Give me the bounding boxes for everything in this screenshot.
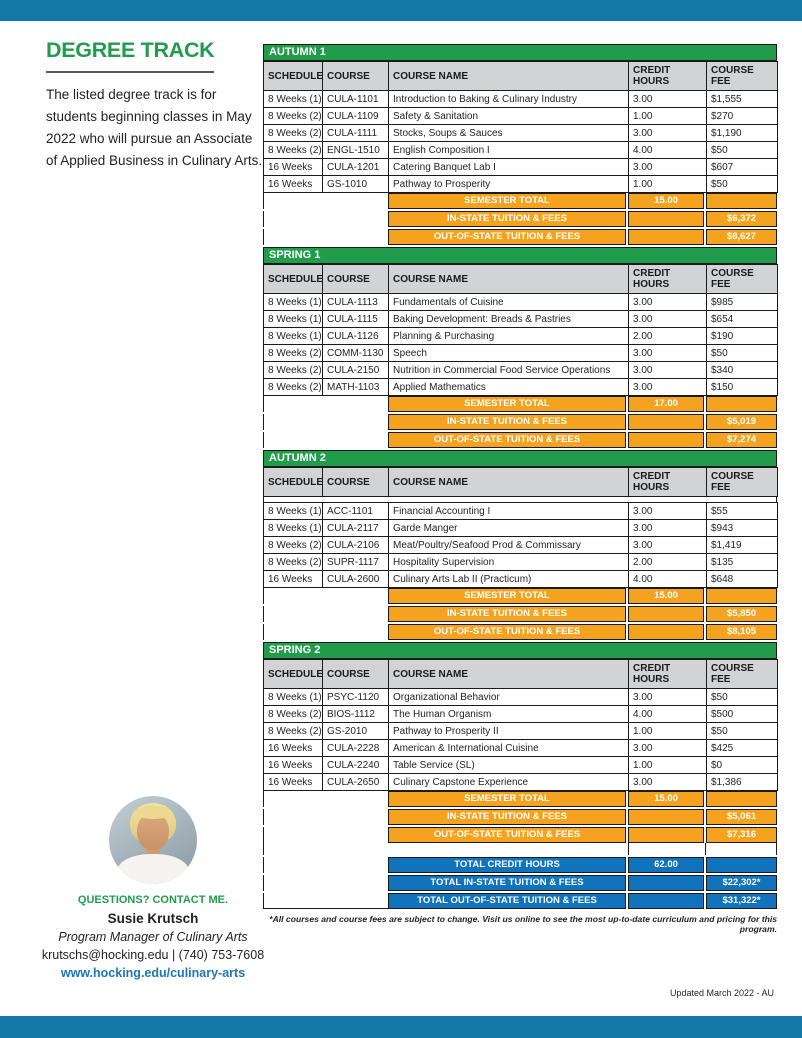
cell-course-fee: $1,386 [707,774,778,791]
cell-schedule: 8 Weeks (2) [264,379,323,396]
cell-course-name: Culinary Arts Lab II (Practicum) [389,571,629,588]
total-credit-hours: 15.00 [628,791,704,807]
cell-course: SUPR-1117 [323,554,389,571]
cell-credit-hours: 1.00 [629,723,707,740]
total-row [263,229,777,245]
total-row [263,211,777,227]
sidebar [46,38,266,172]
cell-credit-hours: 3.00 [629,125,707,142]
column-header-row [264,660,778,689]
total-label: IN-STATE TUITION & FEES [388,809,626,825]
semester-header-spring-1: SPRING 1 [263,247,777,264]
cell-course: GS-1010 [323,176,389,193]
total-fee [706,588,777,604]
cell-schedule: 8 Weeks (1) [264,503,323,520]
cell-schedule: 8 Weeks (1) [264,294,323,311]
course-row [264,740,778,757]
contact-heading: QUESTIONS? CONTACT ME. [77,894,229,906]
total-row [263,414,777,430]
cell-schedule: 8 Weeks (1) [264,91,323,108]
cell-credit-hours: 3.00 [629,379,707,396]
course-row [264,379,778,396]
cell-course-name: Planning & Purchasing [389,328,629,345]
total-label: OUT-OF-STATE TUITION & FEES [388,624,626,640]
course-row [264,554,778,571]
cell-course-fee: $500 [707,706,778,723]
cell-course-name: Financial Accounting I [389,503,629,520]
cell-course: CULA-2150 [323,362,389,379]
cell-schedule: 16 Weeks [264,757,323,774]
cell-course-fee: $607 [707,159,778,176]
course-row [264,706,778,723]
cell-course-fee: $270 [707,108,778,125]
column-header-course-fee: COURSE FEE [707,660,778,689]
cell-schedule: 8 Weeks (1) [264,311,323,328]
grand-total-spacer [263,843,777,855]
column-header-course: COURSE [323,660,389,689]
cell-course: CULA-1109 [323,108,389,125]
cell-course-name: Safety & Sanitation [389,108,629,125]
course-row [264,520,778,537]
total-row [263,893,777,909]
cell-course-name: Garde Manger [389,520,629,537]
total-credit-hours [628,229,704,245]
course-row [264,142,778,159]
total-fee: $6,372 [706,211,777,227]
total-row [263,827,777,843]
cell-schedule: 8 Weeks (2) [264,345,323,362]
total-fee [706,396,777,412]
total-fee: $8,627 [706,229,777,245]
cell-credit-hours: 1.00 [629,108,707,125]
course-row [264,176,778,193]
column-header-row [264,468,778,497]
cell-course: MATH-1103 [323,379,389,396]
cell-schedule: 8 Weeks (2) [264,537,323,554]
cell-course: CULA-2650 [323,774,389,791]
total-row-left-blank [263,624,388,640]
cell-course-name: Meat/Poultry/Seafood Prod & Commissary [389,537,629,554]
cell-course: CULA-2106 [323,537,389,554]
cell-credit-hours: 3.00 [629,91,707,108]
total-label: TOTAL IN-STATE TUITION & FEES [388,875,626,891]
total-row-left-blank [263,857,388,873]
total-credit-hours [628,875,704,891]
total-fee [706,791,777,807]
course-row [264,757,778,774]
bottom-accent-bar [0,1016,802,1038]
cell-course-name: Applied Mathematics [389,379,629,396]
cell-course-fee: $150 [707,379,778,396]
cell-credit-hours: 3.00 [629,520,707,537]
column-header-course: COURSE [323,62,389,91]
total-credit-hours [628,624,704,640]
cell-course: CULA-2117 [323,520,389,537]
course-row [264,311,778,328]
column-header-row [264,62,778,91]
cell-credit-hours: 3.00 [629,345,707,362]
cell-course-name: Pathway to Prosperity II [389,723,629,740]
column-header-course-fee: COURSE FEE [707,265,778,294]
cell-course-name: Nutrition in Commercial Food Service Operations [389,362,629,379]
cell-schedule: 8 Weeks (2) [264,142,323,159]
total-row-left-blank [263,606,388,622]
cell-course-name: Pathway to Prosperity [389,176,629,193]
cell-credit-hours: 3.00 [629,537,707,554]
cell-course: GS-2010 [323,723,389,740]
contact-website-link[interactable]: www.hocking.edu/culinary-arts [60,966,246,980]
contact-photo [109,796,197,884]
total-fee [706,857,777,873]
cell-course-name: Introduction to Baking & Culinary Industry [389,91,629,108]
total-row-left-blank [263,229,388,245]
total-label: IN-STATE TUITION & FEES [388,414,626,430]
degree-description: The listed degree track is for students beginning classes in May 2022 who will pursue an Associate of Applied Business in Culinary Arts. [46,87,263,168]
total-label: SEMESTER TOTAL [388,791,626,807]
total-row [263,791,777,807]
total-credit-hours: 15.00 [628,588,704,604]
course-row [264,723,778,740]
cell-credit-hours: 3.00 [629,311,707,328]
cell-credit-hours: 3.00 [629,362,707,379]
total-fee: $7,274 [706,432,777,448]
contact-name: Susie Krutsch [107,911,199,926]
cell-course-fee: $1,419 [707,537,778,554]
cell-course-fee: $943 [707,520,778,537]
total-label: SEMESTER TOTAL [388,193,626,209]
total-fee: $5,019 [706,414,777,430]
total-credit-hours [628,211,704,227]
spacer-segment [628,843,706,855]
total-credit-hours [628,432,704,448]
semester-header-autumn-2: AUTUMN 2 [263,450,777,467]
total-row-left-blank [263,414,388,430]
column-header-course: COURSE [323,265,389,294]
total-fee: $31,322* [706,893,777,909]
course-row [264,774,778,791]
cell-course-fee: $425 [707,740,778,757]
course-table-spring-2 [263,659,778,791]
cell-course-name: Catering Banquet Lab I [389,159,629,176]
column-header-schedule: SCHEDULE [264,62,323,91]
cell-schedule: 16 Weeks [264,159,323,176]
cell-course: CULA-1126 [323,328,389,345]
cell-schedule: 8 Weeks (2) [264,362,323,379]
total-row-left-blank [263,827,388,843]
course-row [264,571,778,588]
course-row [264,108,778,125]
total-row-left-blank [263,875,388,891]
cell-credit-hours: 1.00 [629,757,707,774]
column-header-course-name: COURSE NAME [389,62,629,91]
cell-course: ENGL-1510 [323,142,389,159]
total-row-left-blank [263,193,388,209]
course-row [264,125,778,142]
column-header-credit-hours: CREDIT HOURS [629,660,707,689]
course-row [264,362,778,379]
column-header-course-name: COURSE NAME [389,468,629,497]
updated-note: Updated March 2022 - AU [669,988,774,998]
total-row-left-blank [263,791,388,807]
total-fee: $8,105 [706,624,777,640]
cell-schedule: 8 Weeks (2) [264,706,323,723]
total-credit-hours [628,606,704,622]
total-label: TOTAL CREDIT HOURS [388,857,626,873]
column-header-course-fee: COURSE FEE [707,468,778,497]
course-row [264,91,778,108]
total-fee: $7,316 [706,827,777,843]
cell-course-name: Table Service (SL) [389,757,629,774]
column-header-course: COURSE [323,468,389,497]
contact-role: Program Manager of Culinary Arts [58,930,248,944]
cell-course-name: American & International Cuisine [389,740,629,757]
cell-course-name: The Human Organism [389,706,629,723]
total-row-left-blank [263,588,388,604]
cell-course: CULA-1115 [323,311,389,328]
column-header-credit-hours: CREDIT HOURS [629,62,707,91]
cell-course-fee: $1,190 [707,125,778,142]
cell-course-name: Speech [389,345,629,362]
column-header-schedule: SCHEDULE [264,265,323,294]
course-row [264,328,778,345]
spacer-segment [263,843,628,855]
cell-course-name: Culinary Capstone Experience [389,774,629,791]
cell-schedule: 8 Weeks (2) [264,554,323,571]
column-header-credit-hours: CREDIT HOURS [629,265,707,294]
total-label: OUT-OF-STATE TUITION & FEES [388,432,626,448]
course-rows-autumn-2 [263,502,778,588]
cell-course-fee: $0 [707,757,778,774]
total-label: SEMESTER TOTAL [388,588,626,604]
total-credit-hours: 62.00 [628,857,704,873]
course-row [264,503,778,520]
course-table-autumn-2 [263,467,778,497]
course-row [264,689,778,706]
avatar-fringe-shape [134,806,172,819]
contact-block [40,796,266,980]
course-row [264,537,778,554]
cell-course-name: Fundamentals of Cuisine [389,294,629,311]
cell-course-fee: $50 [707,689,778,706]
cell-course: CULA-2600 [323,571,389,588]
total-credit-hours [628,414,704,430]
cell-course-fee: $648 [707,571,778,588]
total-row-left-blank [263,396,388,412]
total-row [263,588,777,604]
column-header-schedule: SCHEDULE [264,468,323,497]
semester-header-autumn-1: AUTUMN 1 [263,44,777,61]
cell-course: CULA-1113 [323,294,389,311]
cell-course-fee: $340 [707,362,778,379]
cell-course: BIOS-1112 [323,706,389,723]
cell-course-name: Stocks, Soups & Sauces [389,125,629,142]
cell-course: CULA-1111 [323,125,389,142]
cell-credit-hours: 4.00 [629,706,707,723]
column-header-schedule: SCHEDULE [264,660,323,689]
semester-header-spring-2: SPRING 2 [263,642,777,659]
cell-course-fee: $50 [707,142,778,159]
total-fee: $22,302* [706,875,777,891]
total-fee [706,193,777,209]
cell-credit-hours: 4.00 [629,142,707,159]
top-accent-bar [0,0,802,21]
cell-course-fee: $55 [707,503,778,520]
column-header-course-fee: COURSE FEE [707,62,778,91]
cell-course-fee: $50 [707,723,778,740]
course-row [264,159,778,176]
total-row [263,193,777,209]
course-table-spring-1 [263,264,778,396]
cell-course-name: Hospitality Supervision [389,554,629,571]
total-credit-hours [628,809,704,825]
contact-email-phone: krutschs@hocking.edu | (740) 753-7608 [41,948,265,962]
cell-credit-hours: 3.00 [629,294,707,311]
cell-course-fee: $135 [707,554,778,571]
total-row-left-blank [263,809,388,825]
cell-course: CULA-2228 [323,740,389,757]
cell-schedule: 16 Weeks [264,740,323,757]
cell-schedule: 8 Weeks (1) [264,689,323,706]
column-header-course-name: COURSE NAME [389,660,629,689]
total-credit-hours [628,827,704,843]
cell-course: CULA-1101 [323,91,389,108]
spacer-segment [706,843,777,855]
degree-tables [263,44,777,934]
total-label: OUT-OF-STATE TUITION & FEES [388,229,626,245]
cell-schedule: 16 Weeks [264,176,323,193]
cell-schedule: 8 Weeks (2) [264,108,323,125]
cell-course-fee: $1,555 [707,91,778,108]
course-table-autumn-1 [263,61,778,193]
cell-credit-hours: 4.00 [629,571,707,588]
page-title: DEGREE TRACK [46,38,214,73]
total-row [263,624,777,640]
total-label: IN-STATE TUITION & FEES [388,211,626,227]
footnote: *All courses and course fees are subject to change. Visit us online to see the most up-to-date curriculum and pricing for this program. [269,914,777,934]
column-header-course-name: COURSE NAME [389,265,629,294]
total-row [263,396,777,412]
cell-credit-hours: 2.00 [629,554,707,571]
total-label: OUT-OF-STATE TUITION & FEES [388,827,626,843]
cell-course-fee: $190 [707,328,778,345]
avatar-chef-coat-shape [117,854,189,884]
cell-credit-hours: 2.00 [629,328,707,345]
total-label: IN-STATE TUITION & FEES [388,606,626,622]
cell-course: ACC-1101 [323,503,389,520]
cell-credit-hours: 1.00 [629,176,707,193]
cell-credit-hours: 3.00 [629,159,707,176]
cell-course: CULA-1201 [323,159,389,176]
total-row-left-blank [263,211,388,227]
total-credit-hours: 17.00 [628,396,704,412]
course-row [264,294,778,311]
cell-course-name: Organizational Behavior [389,689,629,706]
total-label: SEMESTER TOTAL [388,396,626,412]
cell-credit-hours: 3.00 [629,774,707,791]
total-fee: $5,850 [706,606,777,622]
cell-course-name: Baking Development: Breads & Pastries [389,311,629,328]
total-row [263,432,777,448]
total-credit-hours: 15.00 [628,193,704,209]
cell-schedule: 16 Weeks [264,774,323,791]
cell-course-fee: $50 [707,345,778,362]
column-header-credit-hours: CREDIT HOURS [629,468,707,497]
cell-schedule: 8 Weeks (1) [264,328,323,345]
total-row [263,875,777,891]
total-row [263,606,777,622]
total-fee: $5,061 [706,809,777,825]
cell-course-fee: $50 [707,176,778,193]
cell-credit-hours: 3.00 [629,503,707,520]
cell-schedule: 8 Weeks (2) [264,125,323,142]
cell-credit-hours: 3.00 [629,689,707,706]
total-row [263,857,777,873]
total-row-left-blank [263,893,388,909]
total-credit-hours [628,893,704,909]
cell-course: PSYC-1120 [323,689,389,706]
total-row [263,809,777,825]
cell-schedule: 16 Weeks [264,571,323,588]
cell-schedule: 8 Weeks (1) [264,520,323,537]
cell-course-fee: $654 [707,311,778,328]
course-row [264,345,778,362]
total-label: TOTAL OUT-OF-STATE TUITION & FEES [388,893,626,909]
cell-course-name: English Composition I [389,142,629,159]
cell-course: COMM-1130 [323,345,389,362]
cell-credit-hours: 3.00 [629,740,707,757]
cell-course: CULA-2240 [323,757,389,774]
column-header-row [264,265,778,294]
cell-schedule: 8 Weeks (2) [264,723,323,740]
cell-course-fee: $985 [707,294,778,311]
total-row-left-blank [263,432,388,448]
